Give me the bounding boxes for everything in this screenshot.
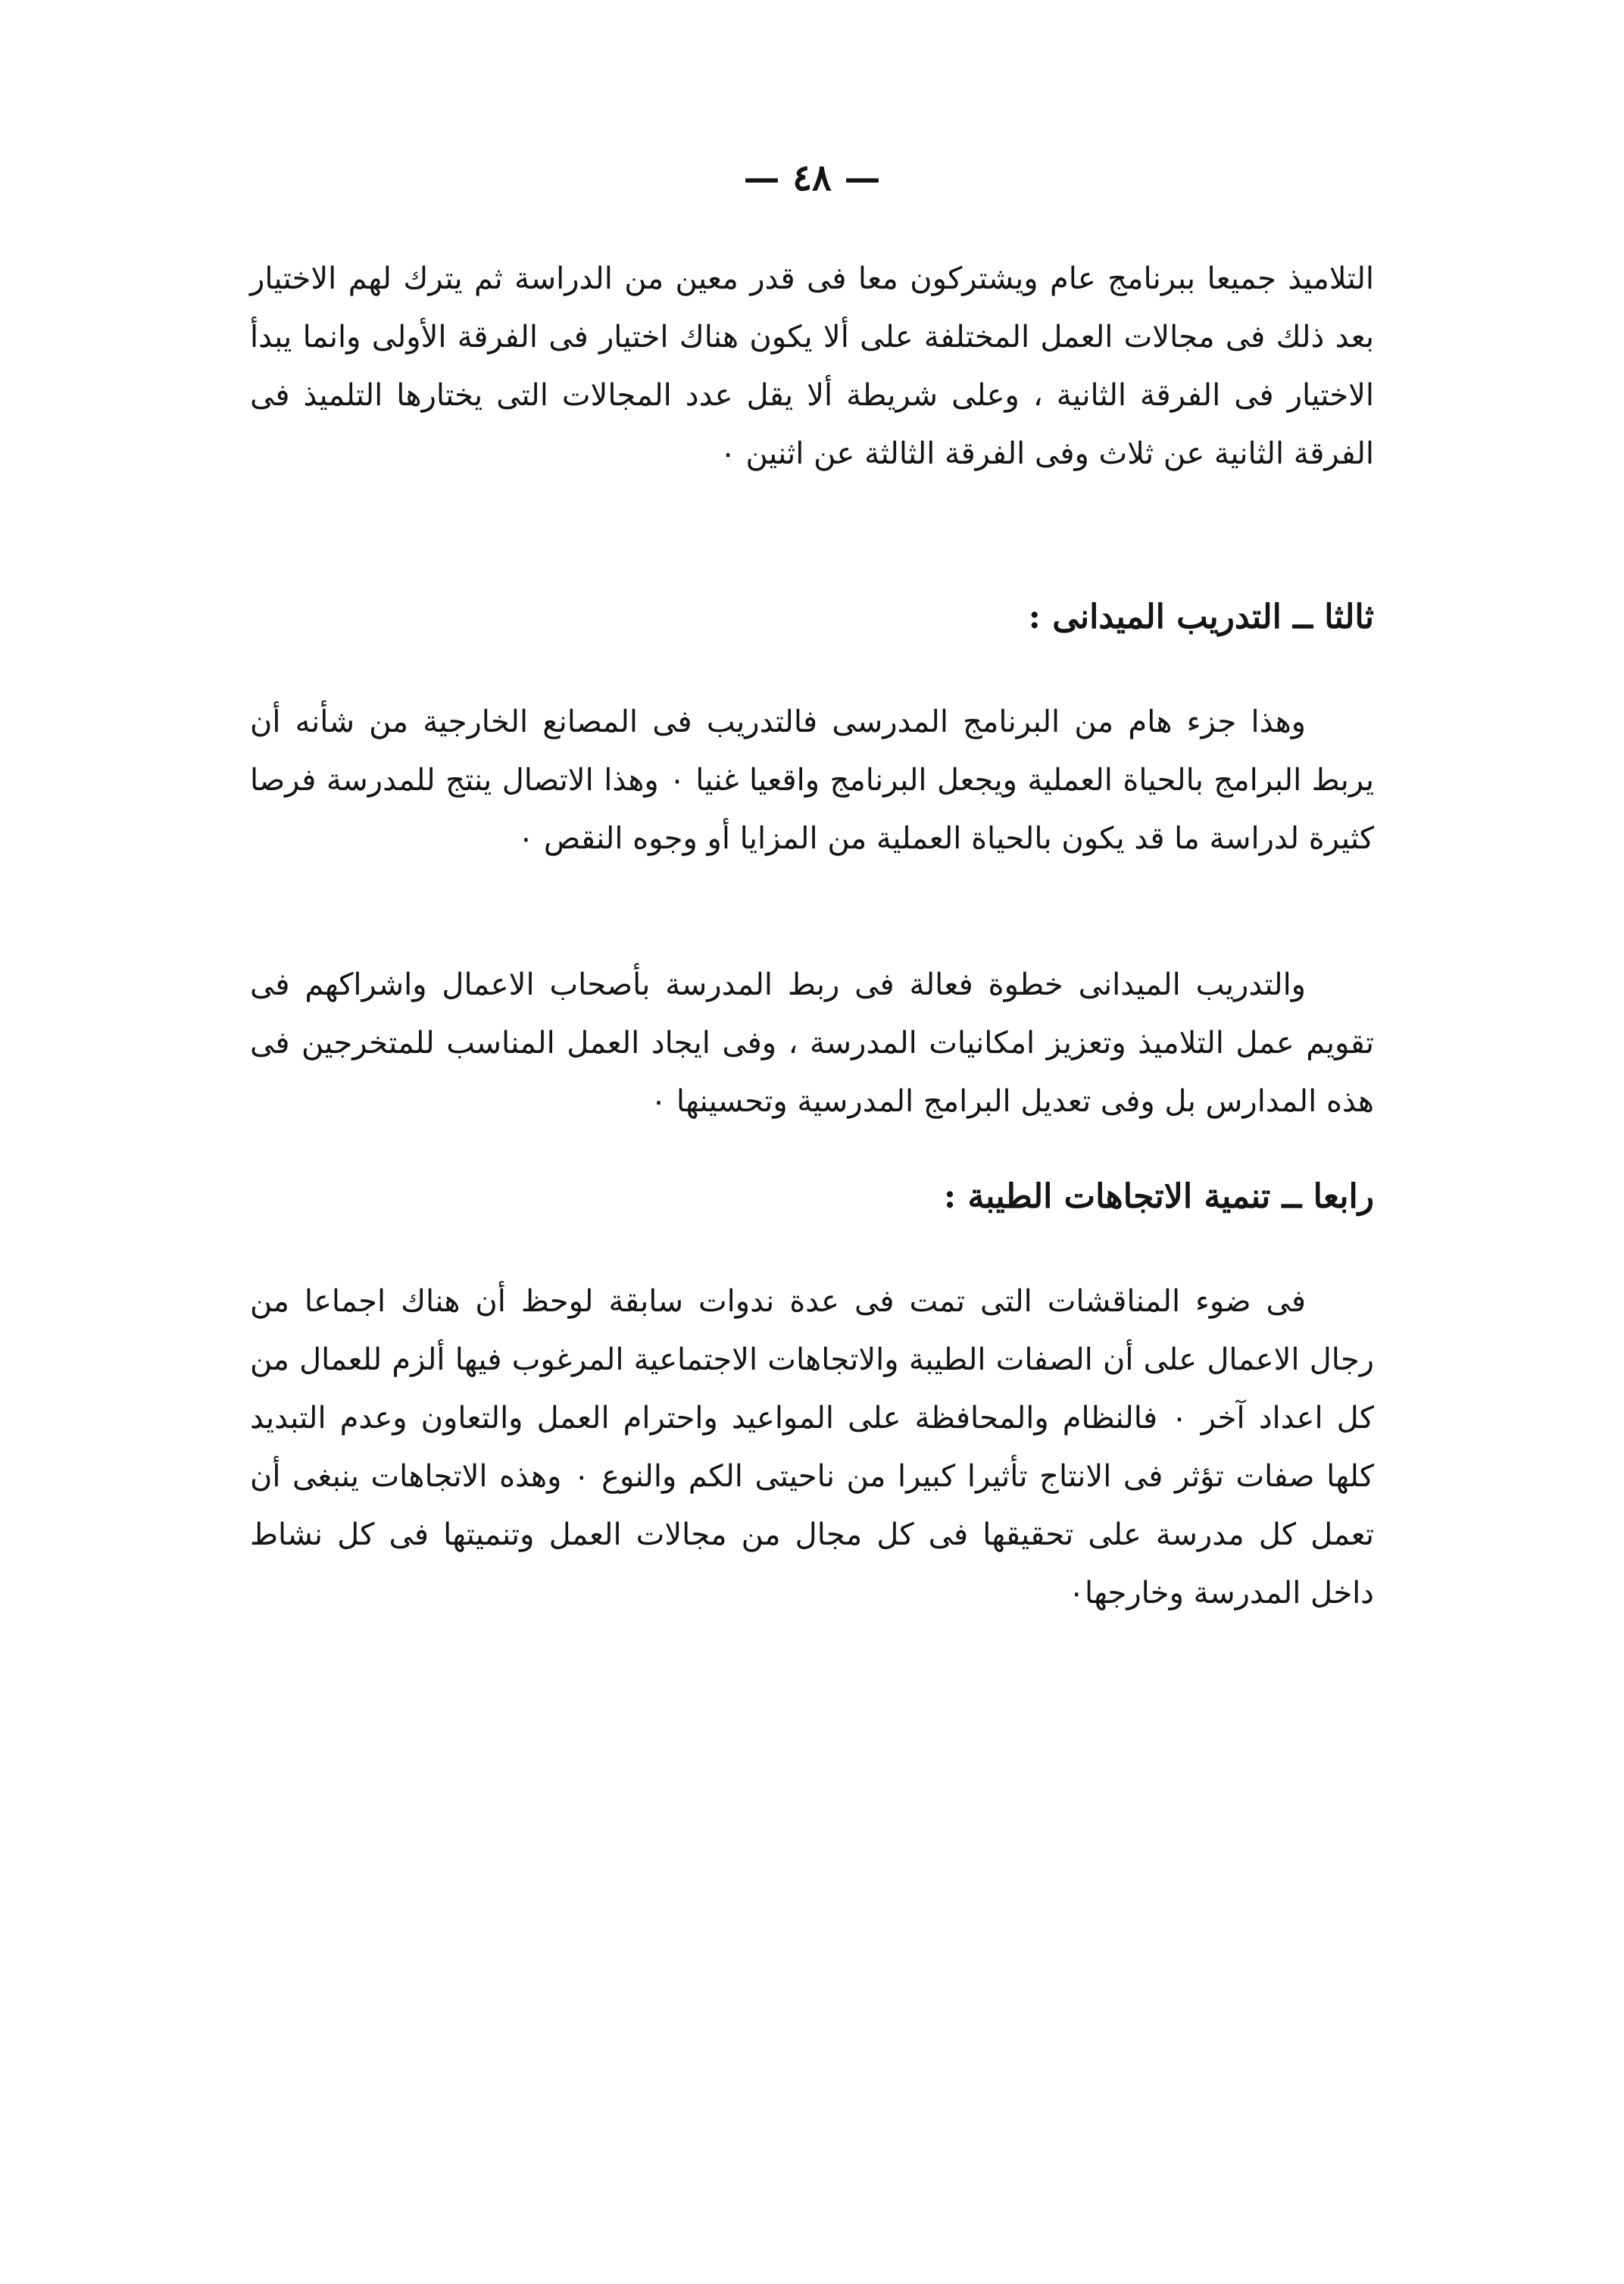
page-number: — ٤٨ — xyxy=(743,157,881,199)
section-heading-good-attitudes: رابعا ــ تنمية الاتجاهات الطيبة : xyxy=(943,1177,1374,1216)
section-heading-field-training: ثالثا ــ التدريب الميدانى : xyxy=(1028,598,1374,636)
paragraph-continuation: التلاميذ جميعا ببرنامج عام ويشتركون معا فى قدر معين من الدراسة ثم يترك لهم الاختيار بعد ذلك فى مجالات العمل المختلفة على ألا يكون هناك اختيار فى الفرقة الأولى وانما يبدأ الاختيار فى الفرقة الثانية ، وعلى شريطة ألا يقل عدد المجالات التى يختارها التلميذ فى الفرقة الثانية عن ثلاث وفى الفرقة الثالثة عن اثنين ٠ xyxy=(250,261,1374,471)
paragraph-field-training-importance: وهذا جزء هام من البرنامج المدرسى فالتدريب فى المصانع الخارجية من شأنه أن يربط البرامج بالحياة العملية ويجعل البرنامج واقعيا غنيا ٠ وهذا الاتصال ينتج للمدرسة فرصا كثيرة لدراسة ما قد يكون بالحياة العملية من المزايا أو وجوه النقص ٠ xyxy=(250,705,1374,856)
paragraph-good-attitudes: فى ضوء المناقشات التى تمت فى عدة ندوات سابقة لوحظ أن هناك اجماعا من رجال الاعمال على أن الصفات الطيبة والاتجاهات الاجتماعية المرغوب فيها ألزم للعمال من كل اعداد آخر ٠ فالنظام والمحافظة على المواعيد واحترام العمل والتعاون وعدم التبديد كلها صفات تؤثر فى الانتاج تأثيرا كبيرا من ناحيتى الكم والنوع ٠ وهذه الاتجاهات ينبغى أن تعمل كل مدرسة على تحقيقها فى كل مجال من مجالات العمل وتنميتها فى كل نشاط داخل المدرسة وخارجها٠ xyxy=(250,1284,1375,1611)
paragraph-field-training-effectiveness: والتدريب الميدانى خطوة فعالة فى ربط المدرسة بأصحاب الاعمال واشراكهم فى تقويم عمل التلاميذ وتعزيز امكانيات المدرسة ، وفى ايجاد العمل المناسب للمتخرجين فى هذه المدارس بل وفى تعديل البرامج المدرسية وتحسينها ٠ xyxy=(250,967,1374,1119)
